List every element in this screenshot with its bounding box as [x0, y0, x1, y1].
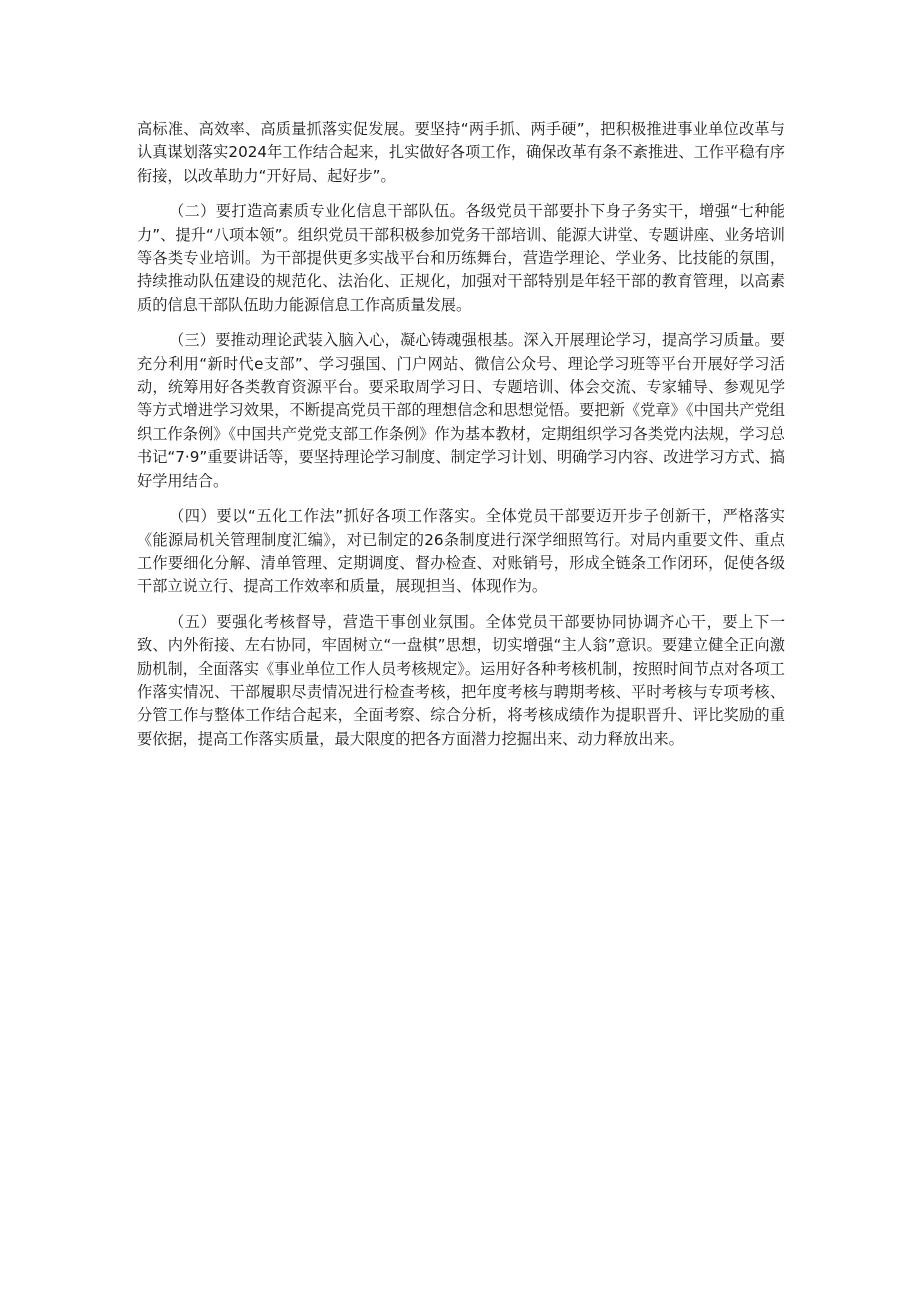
paragraph-4: （四）要以“五化工作法”抓好各项工作落实。全体党员干部要迈开步子创新干，严格落实《能源局机关管理制度汇编》，对已制定的26条制度进行深学细照笃行。对局内重要文件、重点工作要细化分解、清单管理、定期调度、督办检查、对账销号，形成全链条工作闭环，促使各级干部立说立行、提高工作效率和质量，展现担当、体现作为。	[137, 507, 785, 596]
paragraph-2: （二）要打造高素质专业化信息干部队伍。各级党员干部要扑下身子务实干，增强“七种能力”、提升“八项本领”。组织党员干部积极参加党务干部培训、能源大讲堂、专题讲座、业务培训等各类专业培训。为干部提供更多实战平台和历练舞台，营造学理论、学业务、比技能的氛围，持续推动队伍建设的规范化、法治化、正规化，加强对干部特别是年轻干部的教育管理，以高素质的信息干部队伍助力能源信息工作高质量发展。	[137, 202, 785, 314]
paragraph-3: （三）要推动理论武装入脑入心，凝心铸魂强根基。深入开展理论学习，提高学习质量。要充分利用“新时代e支部”、学习强国、门户网站、微信公众号、理论学习班等平台开展好学习活动，统筹用好各类教育资源平台。要采取周学习日、专题培训、体会交流、专家辅导、参观见学等方式增进学习效果，不断提高党员干部的理想信念和思想觉悟。要把新《党章》《中国共产党组织工作条例》《中国共产党党支部工作条例》作为基本教材，定期组织学习各类党内法规，学习总书记“7·9”重要讲话等，要坚持理论学习制度、制定学习计划、明确学习内容、改进学习方式、搞好学用结合。	[137, 331, 785, 490]
paragraph-5: （五）要强化考核督导，营造干事创业氛围。全体党员干部要协同协调齐心干，要上下一致、内外衔接、左右协同，牢固树立“一盘棋”思想，切实增强“主人翁”意识。要建立健全正向激励机制，全面落实《事业单位工作人员考核规定》。运用好各种考核机制，按照时间节点对各项工作落实情况、干部履职尽责情况进行检查考核，把年度考核与聘期考核、平时考核与专项考核、分管工作与整体工作结合起来，全面考察、综合分析，将考核成绩作为提职晋升、评比奖励的重要依据，提高工作落实质量，最大限度的把各方面潜力挖掘出来、动力释放出来。	[137, 612, 785, 748]
paragraph-continuation: 高标准、高效率、高质量抓落实促发展。要坚持“两手抓、两手硬”，把积极推进事业单位改革与认真谋划落实2024年工作结合起来，扎实做好各项工作，确保改革有条不紊推进、工作平稳有序衔接，以改革助力“开好局、起好步”。	[137, 120, 785, 185]
document-body	[137, 118, 785, 763]
